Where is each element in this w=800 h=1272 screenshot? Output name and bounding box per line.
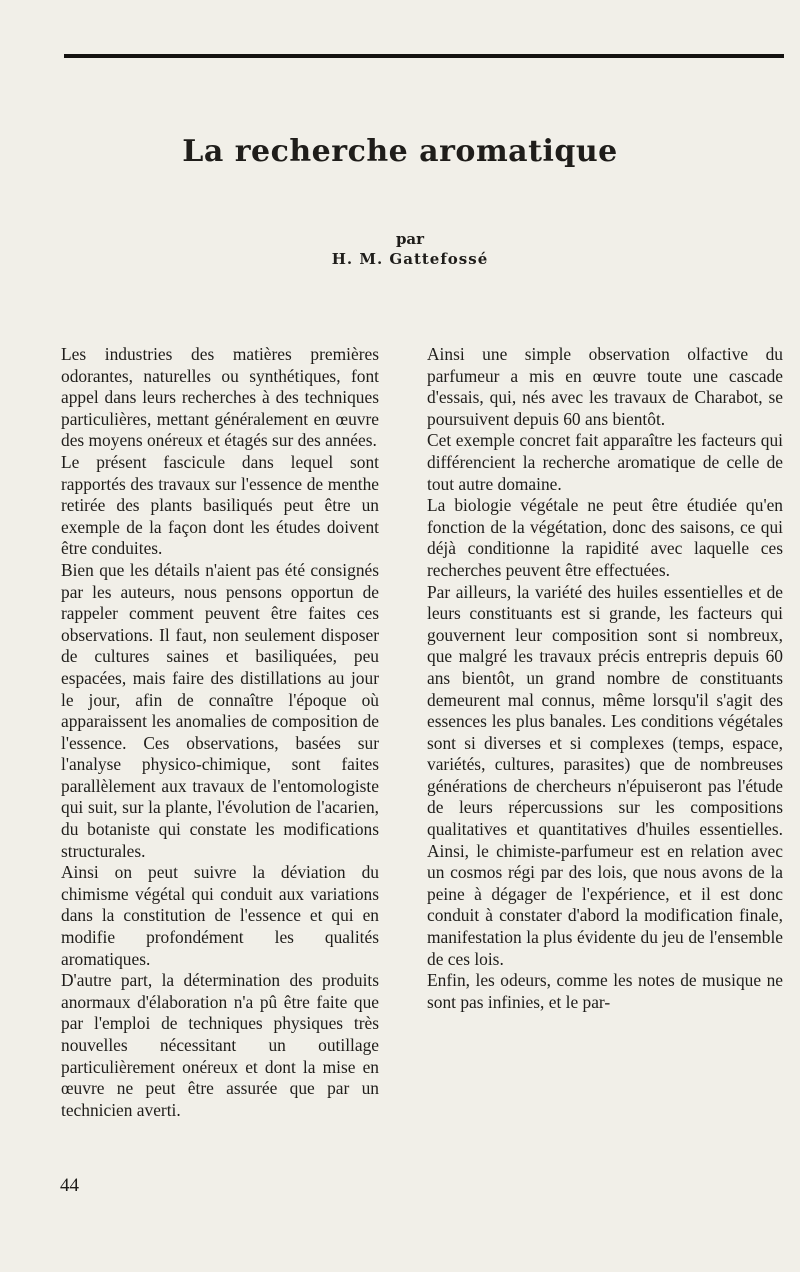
paragraph: Par ailleurs, la variété des huiles essentielles et de leurs constituants est si grande, les facteurs qui gouvernent leur composition sont si nombreux, que malgré les travaux précis entrepris depuis 60 ans bientôt, un grand nombre de constituants demeurent mal connus, même lorsqu'il s'agit des essences les plus banales. Les conditions végétales sont si diverses et si complexes (temps, espace, variétés, cultures, parasites) que de nombreuses générations de chercheurs n'épuiseront pas l'étude de leurs répercussions sur les compositions qualitatives et quantitatives d'huiles essentielles. Ainsi, le chimiste-parfumeur est en relation avec un cosmos régi par des lois, que nous avons de la peine à dégager de l'expérience, et il est donc conduit à constater d'abord la modification finale, manifestation la plus évidente du jeu de l'ensemble de ces lois. (427, 581, 783, 969)
author-name: H. M. Gattefossé (331, 250, 489, 268)
header-rule (64, 54, 784, 58)
paragraph: Enfin, les odeurs, comme les notes de musique ne sont pas infinies, et le par- (427, 970, 783, 1012)
paragraph: Le présent fascicule dans lequel sont rapportés des travaux sur l'essence de menthe retirée des plants basiliqués peut être un exemple de la façon dont les études doivent être conduites. (61, 451, 379, 559)
paragraph: La biologie végétale ne peut être étudiée qu'en fonction de la végétation, donc des saisons, ce qui déjà conditionne la rapidité avec laquelle ces recherches peuvent être effectuées. (427, 495, 783, 580)
paragraph: Bien que les détails n'aient pas été consignés par les auteurs, nous pensons opportun de rappeler comment peuvent être faites ces observations. Il faut, non seulement disposer de cultures saines et basiliquées, peu espacées, mais faire des distillations au jour le jour, afin de connaître l'époque où apparaissent les anomalies de composition de l'essence. Ces observations, basées sur l'analyse physico-chimique, sont faites parallèlement aux travaux de l'entomologiste qui suit, sur la plante, l'évolution de l'acarien, du botaniste qui constate les modifications structurales. (61, 559, 379, 861)
paragraph: D'autre part, la détermination des produits anormaux d'élaboration n'a pû être faite que par l'emploi de techniques physiques très nouvelles nécessitant un outillage particulièrement onéreux et dont la mise en œuvre ne peut être assurée que par un technicien averti. (61, 970, 379, 1120)
paragraph: Ainsi une simple observation olfactive du parfumeur a mis en œuvre toute une cascade d'essais, qui, nés avec les travaux de Charabot, se poursuivent depuis 60 ans bientôt. (427, 344, 783, 429)
left-column (61, 344, 379, 1121)
right-column (427, 344, 783, 1013)
page-number: 44 (60, 1175, 79, 1196)
paragraph: Les industries des matières premières odorantes, naturelles ou synthétiques, font appel dans leurs recherches à des techniques particulières, mettant généralement en œuvre des moyens onéreux et étagés sur des années. (61, 344, 379, 451)
article-title: La recherche aromatique (182, 134, 618, 170)
paragraph: Cet exemple concret fait apparaître les facteurs qui différencient la recherche aromatique de celle de tout autre domaine. (427, 430, 783, 494)
paragraph: Ainsi on peut suivre la déviation du chimisme végétal qui conduit aux variations dans la constitution de l'essence et qui en modifie profondément les qualités aromatiques. (61, 862, 379, 969)
byline: par (395, 230, 425, 248)
